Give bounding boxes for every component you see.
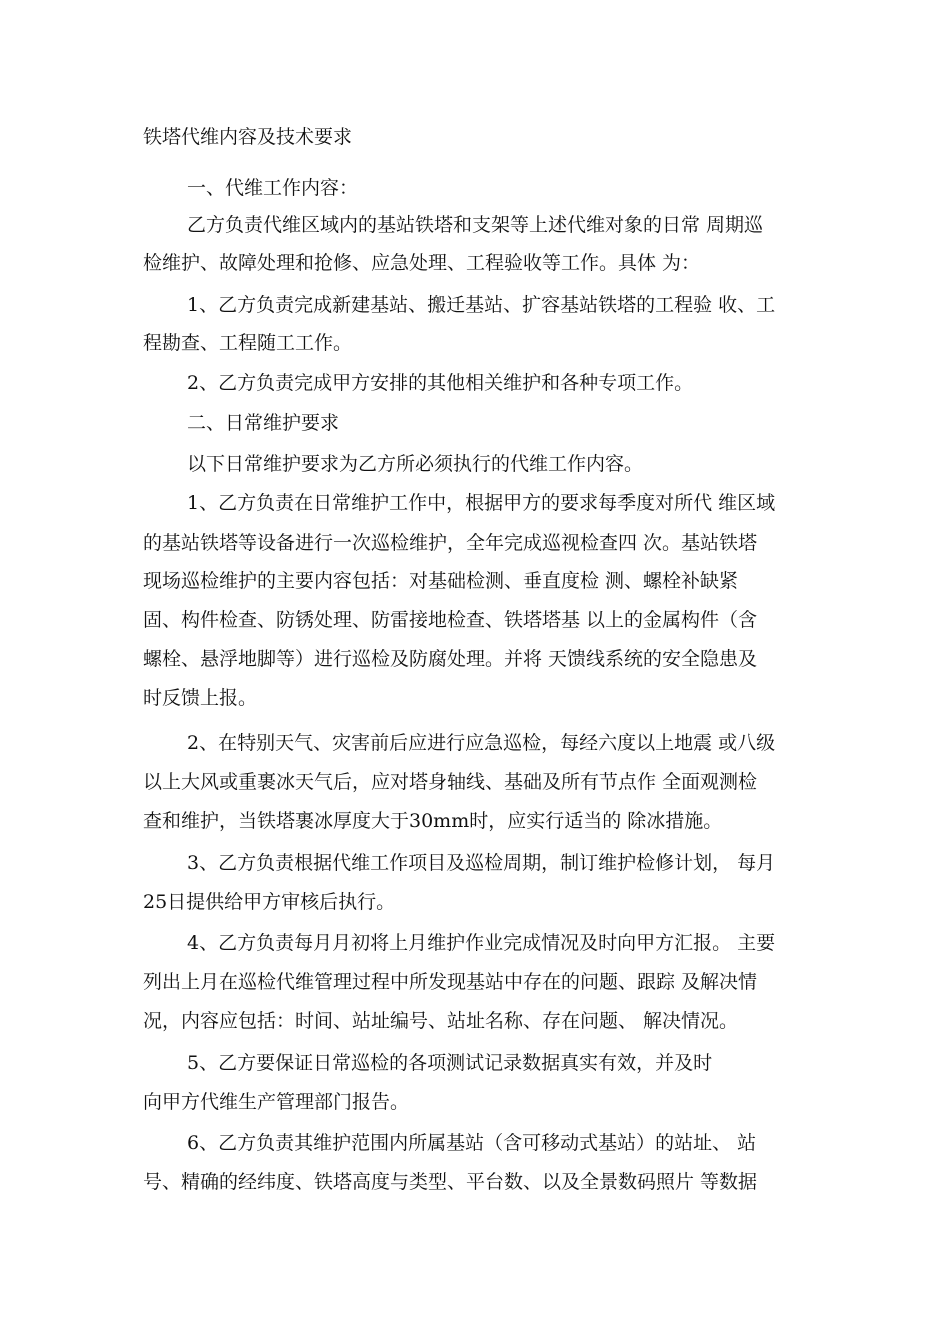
paragraph-line: 6、乙方负责其维护范围内所属基站（含可移动式基站）的站址、 站: [187, 1132, 757, 1154]
paragraph-line: 以上大风或重裹冰天气后，应对塔身轴线、基础及所有节点作 全面观测检: [143, 771, 758, 793]
paragraph-line: 1、乙方负责完成新建基站、搬迁基站、扩容基站铁塔的工程验 收、工: [187, 294, 776, 316]
paragraph-line: 查和维护，当铁塔裹冰厚度大于30mm时，应实行适当的 除冰措施。: [143, 810, 723, 832]
paragraph-line: 4、乙方负责每月月初将上月维护作业完成情况及时向甲方汇报。 主要: [187, 932, 776, 954]
paragraph-line: 列出上月在巡检代维管理过程中所发现基站中存在的问题、跟踪 及解决情: [143, 971, 758, 993]
paragraph-line: 况，内容应包括：时间、站址编号、站址名称、存在问题、 解决情况。: [143, 1010, 739, 1032]
paragraph-line: 25日提供给甲方审核后执行。: [143, 891, 396, 913]
paragraph-line: 的基站铁塔等设备进行一次巡检维护，全年完成巡视检查四 次。基站铁塔: [143, 532, 758, 554]
section-heading-1: 一、代维工作内容：: [187, 177, 359, 199]
paragraph-line: 现场巡检维护的主要内容包括：对基础检测、垂直度检 测、螺栓补缺紧: [143, 570, 739, 592]
paragraph-line: 程勘查、工程随工工作。: [143, 332, 353, 354]
paragraph-line: 时反馈上报。: [143, 687, 258, 709]
paragraph-line: 螺栓、悬浮地脚等）进行巡检及防腐处理。并将 天馈线系统的安全隐患及: [143, 648, 758, 670]
paragraph-line: 1、乙方负责在日常维护工作中，根据甲方的要求每季度对所代 维区域: [187, 492, 776, 514]
section-heading-2: 二、日常维护要求: [187, 412, 340, 434]
paragraph-line: 固、构件检查、防锈处理、防雷接地检查、铁塔塔基 以上的金属构件（含: [143, 609, 758, 631]
paragraph-line: 向甲方代维生产管理部门报告。: [143, 1091, 410, 1113]
paragraph-line: 3、乙方负责根据代维工作项目及巡检周期，制订维护检修计划， 每月: [187, 852, 776, 874]
paragraph-line: 号、精确的经纬度、铁塔高度与类型、平台数、以及全景数码照片 等数据: [143, 1171, 758, 1193]
paragraph-line: 2、乙方负责完成甲方安排的其他相关维护和各种专项工作。: [187, 372, 694, 394]
paragraph-line: 5、乙方要保证日常巡检的各项测试记录数据真实有效，并及时: [187, 1052, 713, 1074]
document-title: 铁塔代维内容及技术要求: [143, 126, 353, 148]
paragraph-line: 以下日常维护要求为乙方所必须执行的代维工作内容。: [187, 453, 644, 475]
paragraph-line: 2、在特别天气、灾害前后应进行应急巡检，每经六度以上地震 或八级: [187, 732, 776, 754]
paragraph-line: 检维护、故障处理和抢修、应急处理、工程验收等工作。具体 为：: [143, 252, 701, 274]
paragraph-line: 乙方负责代维区域内的基站铁塔和支架等上述代维对象的日常 周期巡: [187, 214, 764, 236]
